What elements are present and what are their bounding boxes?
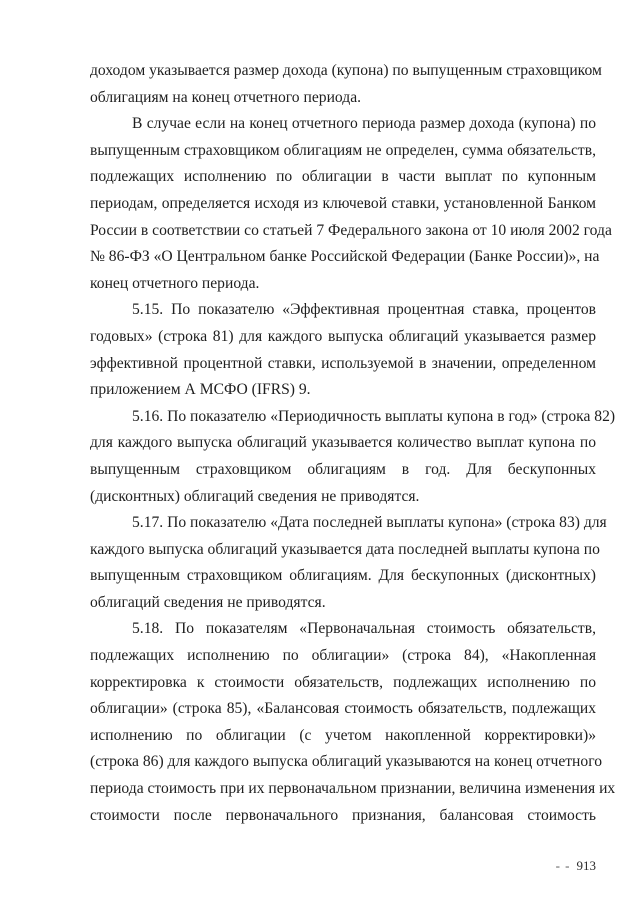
text-line: (строка 86) для каждого выпуска облигаций указываются на конец отчетного xyxy=(90,753,602,771)
text-line: № 86-ФЗ «О Центральном банке Российской Федерации (Банке России)», на xyxy=(90,248,600,266)
paragraph xyxy=(90,616,616,829)
text-line: России в соответствии со статьей 7 Федерального закона от 10 июля 2002 года xyxy=(90,221,612,239)
text-line: доходом указывается размер дохода (купона) по выпущенным страховщиком xyxy=(90,62,602,79)
paragraph xyxy=(90,404,616,510)
text-line: выпущенным страховщиком облигациям не определен, сумма обязательств, xyxy=(90,141,596,159)
page-number-footer xyxy=(556,858,596,874)
text-line: для каждого выпуска облигаций указывается количество выплат купона по xyxy=(90,434,596,452)
text-line: каждого выпуска облигаций указывается дата последней выплаты купона по xyxy=(90,540,600,558)
text-line: корректировка к стоимости обязательств, подлежащих исполнению по xyxy=(90,673,596,691)
text-line: подлежащих исполнению по облигации в части выплат по купонным xyxy=(90,168,596,186)
text-line: конец отчетного периода. xyxy=(90,274,260,292)
text-line: выпущенным страховщиком облигациям в год. Для бескупонных xyxy=(90,460,596,478)
text-line: 5.18. По показателям «Первоначальная стоимость обязательств, xyxy=(132,620,596,638)
text-line: подлежащих исполнению по облигации» (строка 84), «Накопленная xyxy=(90,647,596,665)
paragraph xyxy=(90,111,612,297)
text-line: облигации» (строка 85), «Балансовая стоимость обязательств, подлежащих xyxy=(90,700,596,718)
text-line: периода стоимость при их первоначальном признании, величина изменения их xyxy=(90,780,616,798)
text-line: стоимости после первоначального признания, балансовая стоимость xyxy=(90,806,596,824)
text-line: выпущенным страховщиком облигациям. Для бескупонных (дисконтных) xyxy=(90,567,596,585)
text-line: приложением А МСФО (IFRS) 9. xyxy=(90,381,311,399)
text-line: 5.16. По показателю «Периодичность выплаты купона в год» (строка 82) xyxy=(132,407,616,425)
text-line: эффективной процентной ставки, используемой в значении, определенном xyxy=(90,354,596,372)
text-line: 5.15. По показателю «Эффективная процентная ставка, процентов xyxy=(132,301,596,319)
text-line: 5.17. По показателю «Дата последней выплаты купона» (строка 83) для xyxy=(132,514,607,532)
text-line: исполнению по облигации (с учетом накопленной корректировки)» xyxy=(90,726,596,744)
text-line: (дисконтных) облигаций сведения не приводятся. xyxy=(90,487,420,505)
text-line: годовых» (строка 81) для каждого выпуска облигаций указывается размер xyxy=(90,327,596,345)
paragraph xyxy=(90,510,607,616)
paragraph xyxy=(90,297,596,403)
paragraph xyxy=(90,58,602,111)
text-line: В случае если на конец отчетного периода размер дохода (купона) по xyxy=(132,115,596,133)
page-number-marks: - - xyxy=(555,858,571,873)
text-line: облигациям на конец отчетного периода. xyxy=(90,88,362,106)
document-body xyxy=(90,58,616,829)
text-line: периодам, определяется исходя из ключевой ставки, установленной Банком xyxy=(90,194,596,212)
page-number: 913 xyxy=(576,858,596,873)
text-line: облигаций сведения не приводятся. xyxy=(90,593,326,611)
